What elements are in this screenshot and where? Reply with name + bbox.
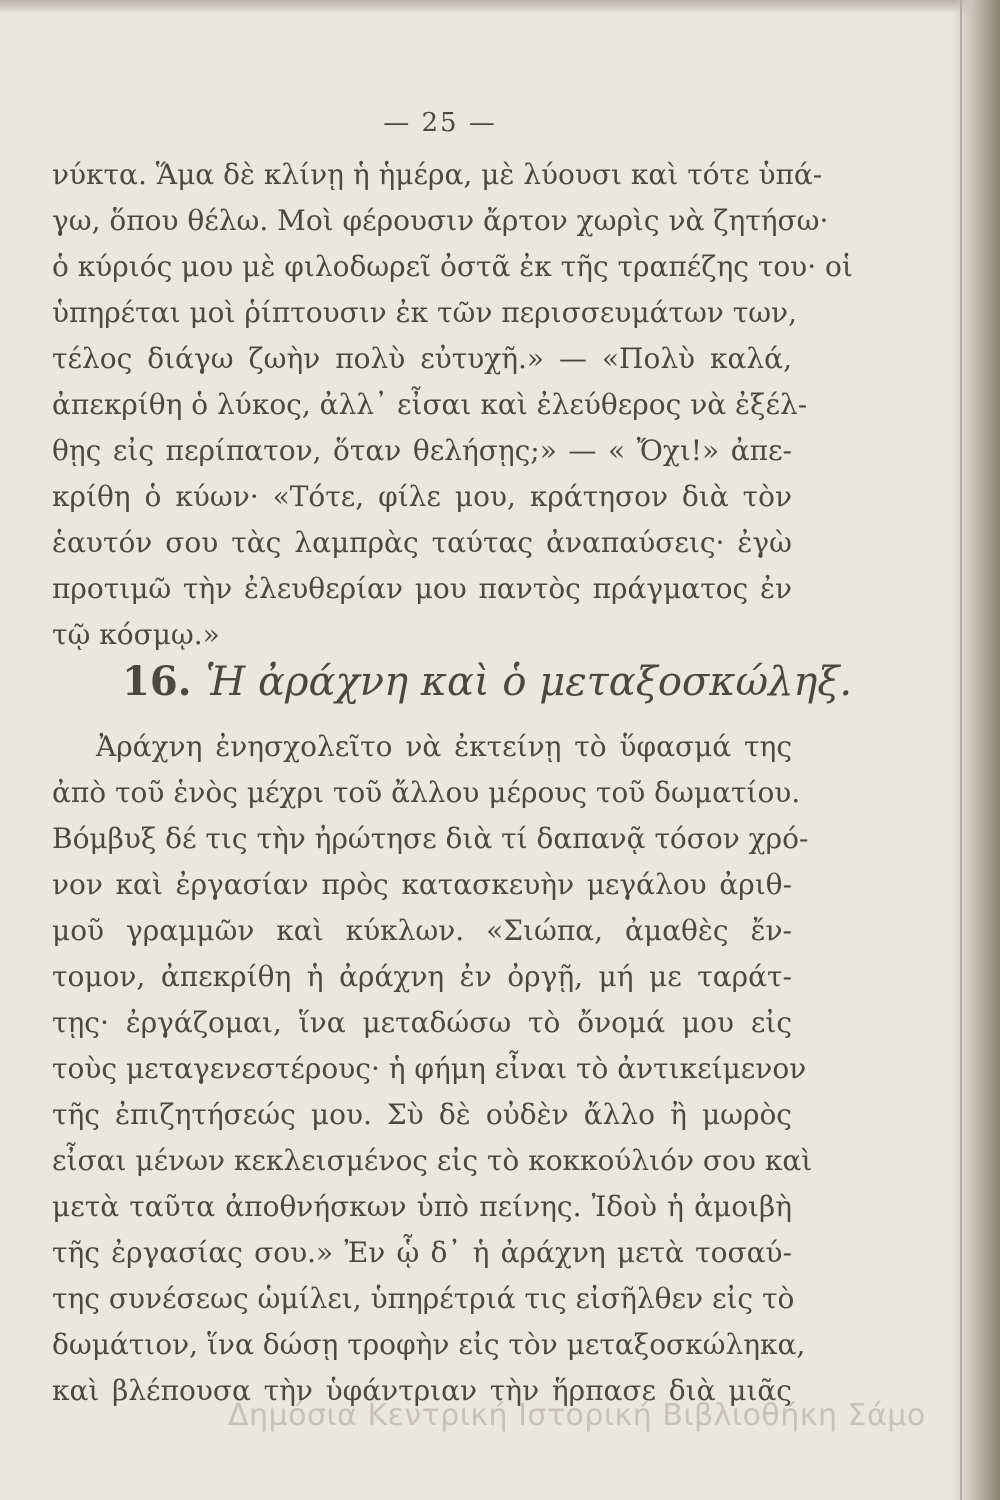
fable-heading (122, 658, 852, 706)
text-line: δωμάτιον, ἵνα δώσῃ τροφὴν εἰς τὸν μεταξοσκώληκα, (52, 1328, 806, 1361)
text-line: τῷ κόσμῳ.» (52, 618, 220, 651)
text-line: μετὰ ταῦτα ἀποθνήσκων ὑπὸ πείνης. Ἰδοὺ ἡ ἀμοιβὴ (52, 1190, 792, 1223)
text-line: νον καὶ ἐργασίαν πρὸς κατασκευὴν μεγάλου ἀριθ- (52, 868, 792, 901)
text-line: ἀπεκρίθη ὁ λύκος, ἀλλ᾽ εἶσαι καὶ ἐλεύθερος νὰ ἐξέλ- (52, 388, 808, 421)
text-line: εἶσαι μένων κεκλεισμένος εἰς τὸ κοκκούλιόν σου καὶ (52, 1144, 813, 1177)
text-line: Ἀράχνη ἐνησχολεῖτο νὰ ἐκτείνῃ τὸ ὕφασμά της (96, 730, 792, 763)
text-line: νύκτα. Ἅμα δὲ κλίνῃ ἡ ἡμέρα, μὲ λύουσι καὶ τότε ὑπά- (52, 158, 823, 191)
library-watermark: Δημόσια Κεντρική Ιστορική Βιβλιοθήκη Σάμο (228, 1398, 926, 1433)
text-line: ὁ κύριός μου μὲ φιλοδωρεῖ ὀστᾶ ἐκ τῆς τραπέζης του· οἱ (52, 250, 853, 283)
text-line: της συνέσεως ὡμίλει, ὑπηρέτριά τις εἰσῆλθεν εἰς τὸ (52, 1282, 795, 1315)
text-line: μοῦ γραμμῶν καὶ κύκλων. «Σιώπα, ἀμαθὲς ἔν- (52, 914, 792, 947)
text-line: Βόμβυξ δέ τις τὴν ἠρώτησε διὰ τί δαπανᾷ τόσον χρό- (52, 822, 809, 855)
text-line: ἀπὸ τοῦ ἑνὸς μέχρι τοῦ ἄλλου μέρους τοῦ δωματίου. (52, 776, 801, 809)
text-line: κρίθη ὁ κύων· «Τότε, φίλε μου, κράτησον διὰ τὸν (52, 480, 792, 513)
text-line: τομον, ἀπεκρίθη ἡ ἀράχνη ἐν ὀργῇ, μή με ταράτ- (52, 960, 792, 993)
fable-title: Ἡ ἀράχνη καὶ ὁ μεταξοσκώληξ. (205, 659, 853, 705)
text-line: τῆς ἐπιζητήσεώς μου. Σὺ δὲ οὐδὲν ἄλλο ἢ μωρὸς (52, 1098, 792, 1131)
page-edge-line (960, 0, 962, 1500)
page-top-shadow (0, 0, 1000, 14)
text-line: τῃς· ἐργάζομαι, ἵνα μεταδώσω τὸ ὄνομά μου εἰς (52, 1006, 792, 1039)
text-line: θῃς εἰς περίπατον, ὅταν θελήσῃς;» — « Ὄχι!» ἀπε- (52, 434, 792, 467)
page-number: — 25 — (383, 108, 497, 138)
text-line: προτιμῶ τὴν ἐλευθερίαν μου παντὸς πράγματος ἐν (52, 572, 792, 605)
text-line: τοὺς μεταγενεστέρους· ἡ φήμη εἶναι τὸ ἀντικείμενον (52, 1052, 807, 1085)
text-line: τέλος διάγω ζωὴν πολὺ εὐτυχῆ.» — «Πολὺ καλά, (52, 342, 792, 375)
fable-number: 16. (122, 658, 192, 705)
text-line: καὶ βλέπουσα τὴν ὑφάντριαν τὴν ἥρπασε διὰ μιᾶς (52, 1374, 792, 1407)
text-line: ἑαυτόν σου τὰς λαμπρὰς ταύτας ἀναπαύσεις· ἐγὼ (52, 526, 792, 559)
text-line: τῆς ἐργασίας σου.» Ἐν ᾧ δ᾽ ἡ ἀράχνη μετὰ τοσαύ- (52, 1236, 792, 1269)
text-line: γω, ὅπου θέλω. Μοὶ φέρουσιν ἄρτον χωρὶς νὰ ζητήσω· (52, 204, 829, 237)
text-line: ὑπηρέται μοὶ ῥίπτουσιν ἐκ τῶν περισσευμάτων των, (52, 296, 797, 329)
